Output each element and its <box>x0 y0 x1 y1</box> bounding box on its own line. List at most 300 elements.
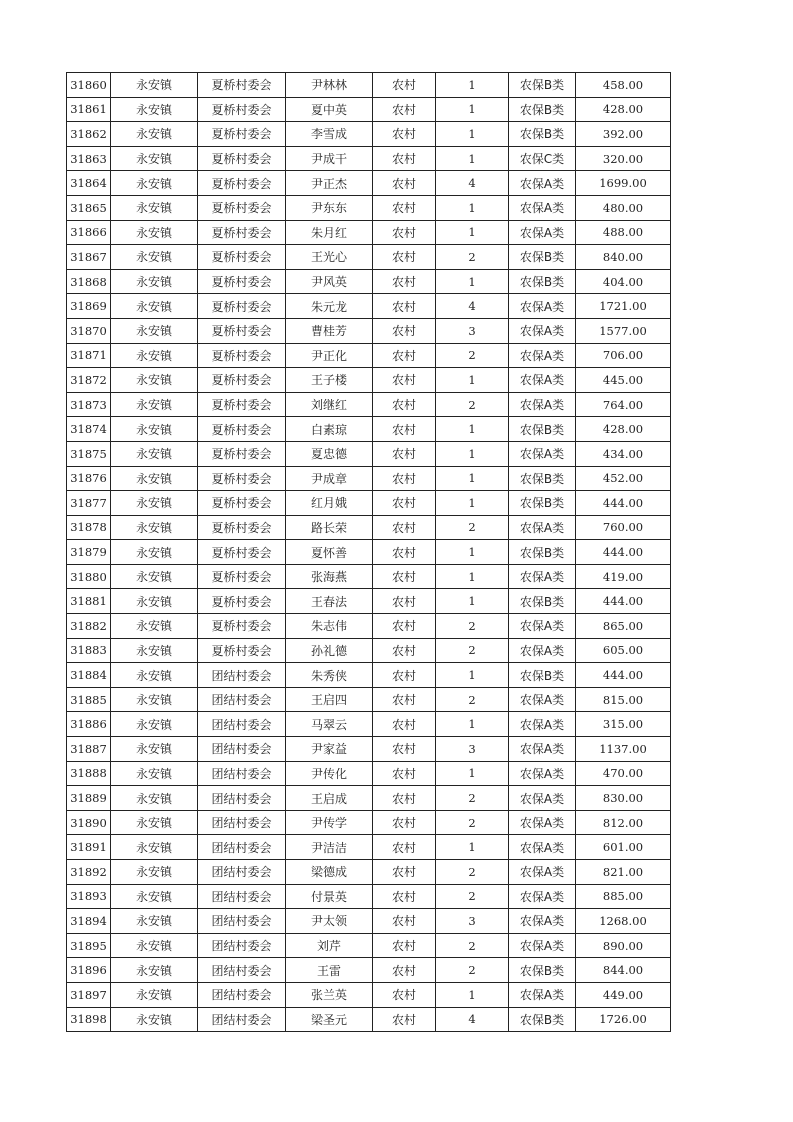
village-committee-cell: 夏桥村委会 <box>198 491 286 516</box>
table-row <box>67 835 671 860</box>
table-row <box>67 638 671 663</box>
village-committee-cell: 夏桥村委会 <box>198 515 286 540</box>
area-type-cell: 农村 <box>373 73 436 98</box>
person-name-cell: 尹东东 <box>286 195 373 220</box>
amount-cell: 444.00 <box>576 663 671 688</box>
person-name-cell: 梁德成 <box>286 860 373 885</box>
area-type-cell: 农村 <box>373 564 436 589</box>
record-id-cell: 31897 <box>67 982 111 1007</box>
household-size-cell: 2 <box>436 687 509 712</box>
village-committee-cell: 夏桥村委会 <box>198 614 286 639</box>
village-committee-cell: 夏桥村委会 <box>198 171 286 196</box>
amount-cell: 445.00 <box>576 368 671 393</box>
household-size-cell: 1 <box>436 417 509 442</box>
town-cell: 永安镇 <box>111 909 198 934</box>
household-size-cell: 4 <box>436 171 509 196</box>
town-cell: 永安镇 <box>111 638 198 663</box>
table-row <box>67 786 671 811</box>
table-row <box>67 195 671 220</box>
household-size-cell: 1 <box>436 982 509 1007</box>
village-committee-cell: 团结村委会 <box>198 982 286 1007</box>
town-cell: 永安镇 <box>111 737 198 762</box>
record-id-cell: 31861 <box>67 97 111 122</box>
town-cell: 永安镇 <box>111 97 198 122</box>
person-name-cell: 朱月红 <box>286 220 373 245</box>
table-row <box>67 589 671 614</box>
record-id-cell: 31873 <box>67 392 111 417</box>
area-type-cell: 农村 <box>373 540 436 565</box>
household-size-cell: 3 <box>436 318 509 343</box>
record-id-cell: 31880 <box>67 564 111 589</box>
area-type-cell: 农村 <box>373 982 436 1007</box>
insurance-category-cell: 农保B类 <box>509 540 576 565</box>
insurance-category-cell: 农保A类 <box>509 712 576 737</box>
record-id-cell: 31874 <box>67 417 111 442</box>
table-row <box>67 171 671 196</box>
area-type-cell: 农村 <box>373 810 436 835</box>
village-committee-cell: 团结村委会 <box>198 1007 286 1032</box>
person-name-cell: 尹洁洁 <box>286 835 373 860</box>
amount-cell: 830.00 <box>576 786 671 811</box>
village-committee-cell: 夏桥村委会 <box>198 368 286 393</box>
record-id-cell: 31871 <box>67 343 111 368</box>
area-type-cell: 农村 <box>373 614 436 639</box>
area-type-cell: 农村 <box>373 761 436 786</box>
area-type-cell: 农村 <box>373 417 436 442</box>
person-name-cell: 朱志伟 <box>286 614 373 639</box>
insurance-category-cell: 农保A类 <box>509 982 576 1007</box>
record-id-cell: 31887 <box>67 737 111 762</box>
area-type-cell: 农村 <box>373 171 436 196</box>
town-cell: 永安镇 <box>111 269 198 294</box>
town-cell: 永安镇 <box>111 122 198 147</box>
household-size-cell: 2 <box>436 515 509 540</box>
amount-cell: 601.00 <box>576 835 671 860</box>
household-size-cell: 1 <box>436 122 509 147</box>
amount-cell: 815.00 <box>576 687 671 712</box>
town-cell: 永安镇 <box>111 171 198 196</box>
town-cell: 永安镇 <box>111 294 198 319</box>
town-cell: 永安镇 <box>111 368 198 393</box>
area-type-cell: 农村 <box>373 835 436 860</box>
table-row <box>67 761 671 786</box>
amount-cell: 444.00 <box>576 491 671 516</box>
record-id-cell: 31884 <box>67 663 111 688</box>
table-row <box>67 614 671 639</box>
household-size-cell: 1 <box>436 491 509 516</box>
village-committee-cell: 夏桥村委会 <box>198 392 286 417</box>
area-type-cell: 农村 <box>373 466 436 491</box>
amount-cell: 844.00 <box>576 958 671 983</box>
amount-cell: 488.00 <box>576 220 671 245</box>
record-id-cell: 31891 <box>67 835 111 860</box>
area-type-cell: 农村 <box>373 294 436 319</box>
record-id-cell: 31882 <box>67 614 111 639</box>
amount-cell: 706.00 <box>576 343 671 368</box>
area-type-cell: 农村 <box>373 663 436 688</box>
household-size-cell: 1 <box>436 269 509 294</box>
person-name-cell: 尹正化 <box>286 343 373 368</box>
area-type-cell: 农村 <box>373 1007 436 1032</box>
area-type-cell: 农村 <box>373 146 436 171</box>
village-committee-cell: 夏桥村委会 <box>198 638 286 663</box>
amount-cell: 428.00 <box>576 97 671 122</box>
table-row <box>67 269 671 294</box>
person-name-cell: 尹家益 <box>286 737 373 762</box>
amount-cell: 1721.00 <box>576 294 671 319</box>
village-committee-cell: 夏桥村委会 <box>198 245 286 270</box>
amount-cell: 840.00 <box>576 245 671 270</box>
amount-cell: 419.00 <box>576 564 671 589</box>
insurance-category-cell: 农保B类 <box>509 663 576 688</box>
table-row <box>67 810 671 835</box>
insurance-category-cell: 农保B类 <box>509 97 576 122</box>
amount-cell: 1577.00 <box>576 318 671 343</box>
person-name-cell: 尹传学 <box>286 810 373 835</box>
village-committee-cell: 夏桥村委会 <box>198 122 286 147</box>
amount-cell: 449.00 <box>576 982 671 1007</box>
amount-cell: 434.00 <box>576 441 671 466</box>
person-name-cell: 尹成章 <box>286 466 373 491</box>
village-committee-cell: 团结村委会 <box>198 810 286 835</box>
area-type-cell: 农村 <box>373 97 436 122</box>
records-table <box>66 72 671 1032</box>
area-type-cell: 农村 <box>373 884 436 909</box>
area-type-cell: 农村 <box>373 245 436 270</box>
insurance-category-cell: 农保B类 <box>509 73 576 98</box>
town-cell: 永安镇 <box>111 392 198 417</box>
insurance-category-cell: 农保A类 <box>509 441 576 466</box>
town-cell: 永安镇 <box>111 73 198 98</box>
area-type-cell: 农村 <box>373 343 436 368</box>
insurance-category-cell: 农保A类 <box>509 564 576 589</box>
area-type-cell: 农村 <box>373 958 436 983</box>
village-committee-cell: 团结村委会 <box>198 835 286 860</box>
household-size-cell: 1 <box>436 146 509 171</box>
household-size-cell: 1 <box>436 761 509 786</box>
household-size-cell: 2 <box>436 884 509 909</box>
table-row <box>67 564 671 589</box>
town-cell: 永安镇 <box>111 712 198 737</box>
insurance-category-cell: 农保B类 <box>509 589 576 614</box>
amount-cell: 812.00 <box>576 810 671 835</box>
person-name-cell: 李雪成 <box>286 122 373 147</box>
table-row <box>67 392 671 417</box>
person-name-cell: 王启成 <box>286 786 373 811</box>
table-row <box>67 737 671 762</box>
household-size-cell: 1 <box>436 220 509 245</box>
record-id-cell: 31879 <box>67 540 111 565</box>
record-id-cell: 31889 <box>67 786 111 811</box>
town-cell: 永安镇 <box>111 146 198 171</box>
town-cell: 永安镇 <box>111 466 198 491</box>
table-row <box>67 73 671 98</box>
area-type-cell: 农村 <box>373 122 436 147</box>
insurance-category-cell: 农保A类 <box>509 687 576 712</box>
town-cell: 永安镇 <box>111 884 198 909</box>
town-cell: 永安镇 <box>111 958 198 983</box>
person-name-cell: 刘芹 <box>286 933 373 958</box>
village-committee-cell: 夏桥村委会 <box>198 294 286 319</box>
person-name-cell: 夏怀善 <box>286 540 373 565</box>
record-id-cell: 31877 <box>67 491 111 516</box>
record-id-cell: 31894 <box>67 909 111 934</box>
town-cell: 永安镇 <box>111 441 198 466</box>
town-cell: 永安镇 <box>111 761 198 786</box>
insurance-category-cell: 农保A类 <box>509 392 576 417</box>
person-name-cell: 孙礼德 <box>286 638 373 663</box>
household-size-cell: 1 <box>436 564 509 589</box>
record-id-cell: 31886 <box>67 712 111 737</box>
person-name-cell: 张兰英 <box>286 982 373 1007</box>
amount-cell: 1726.00 <box>576 1007 671 1032</box>
record-id-cell: 31865 <box>67 195 111 220</box>
village-committee-cell: 团结村委会 <box>198 712 286 737</box>
area-type-cell: 农村 <box>373 687 436 712</box>
person-name-cell: 曹桂芳 <box>286 318 373 343</box>
town-cell: 永安镇 <box>111 687 198 712</box>
amount-cell: 452.00 <box>576 466 671 491</box>
household-size-cell: 2 <box>436 933 509 958</box>
table-row <box>67 220 671 245</box>
area-type-cell: 农村 <box>373 515 436 540</box>
record-id-cell: 31896 <box>67 958 111 983</box>
town-cell: 永安镇 <box>111 417 198 442</box>
person-name-cell: 马翠云 <box>286 712 373 737</box>
person-name-cell: 刘继红 <box>286 392 373 417</box>
household-size-cell: 1 <box>436 73 509 98</box>
area-type-cell: 农村 <box>373 368 436 393</box>
household-size-cell: 1 <box>436 441 509 466</box>
amount-cell: 320.00 <box>576 146 671 171</box>
amount-cell: 890.00 <box>576 933 671 958</box>
person-name-cell: 王春法 <box>286 589 373 614</box>
record-id-cell: 31866 <box>67 220 111 245</box>
village-committee-cell: 团结村委会 <box>198 687 286 712</box>
table-row <box>67 245 671 270</box>
amount-cell: 404.00 <box>576 269 671 294</box>
village-committee-cell: 团结村委会 <box>198 786 286 811</box>
record-id-cell: 31870 <box>67 318 111 343</box>
insurance-category-cell: 农保A类 <box>509 220 576 245</box>
table-row <box>67 146 671 171</box>
village-committee-cell: 夏桥村委会 <box>198 195 286 220</box>
village-committee-cell: 夏桥村委会 <box>198 441 286 466</box>
insurance-category-cell: 农保A类 <box>509 343 576 368</box>
household-size-cell: 3 <box>436 909 509 934</box>
person-name-cell: 尹太领 <box>286 909 373 934</box>
person-name-cell: 红月娥 <box>286 491 373 516</box>
household-size-cell: 1 <box>436 368 509 393</box>
town-cell: 永安镇 <box>111 835 198 860</box>
table-row <box>67 982 671 1007</box>
village-committee-cell: 夏桥村委会 <box>198 540 286 565</box>
insurance-category-cell: 农保A类 <box>509 368 576 393</box>
household-size-cell: 1 <box>436 712 509 737</box>
record-id-cell: 31875 <box>67 441 111 466</box>
record-id-cell: 31895 <box>67 933 111 958</box>
village-committee-cell: 夏桥村委会 <box>198 73 286 98</box>
insurance-category-cell: 农保C类 <box>509 146 576 171</box>
town-cell: 永安镇 <box>111 589 198 614</box>
insurance-category-cell: 农保A类 <box>509 195 576 220</box>
area-type-cell: 农村 <box>373 909 436 934</box>
household-size-cell: 2 <box>436 343 509 368</box>
amount-cell: 764.00 <box>576 392 671 417</box>
record-id-cell: 31892 <box>67 860 111 885</box>
amount-cell: 865.00 <box>576 614 671 639</box>
amount-cell: 1137.00 <box>576 737 671 762</box>
area-type-cell: 农村 <box>373 318 436 343</box>
table-row <box>67 958 671 983</box>
amount-cell: 821.00 <box>576 860 671 885</box>
table-row <box>67 122 671 147</box>
household-size-cell: 1 <box>436 663 509 688</box>
amount-cell: 1699.00 <box>576 171 671 196</box>
amount-cell: 444.00 <box>576 540 671 565</box>
insurance-category-cell: 农保A类 <box>509 810 576 835</box>
record-id-cell: 31872 <box>67 368 111 393</box>
record-id-cell: 31898 <box>67 1007 111 1032</box>
insurance-category-cell: 农保A类 <box>509 737 576 762</box>
amount-cell: 458.00 <box>576 73 671 98</box>
village-committee-cell: 夏桥村委会 <box>198 343 286 368</box>
village-committee-cell: 夏桥村委会 <box>198 589 286 614</box>
village-committee-cell: 团结村委会 <box>198 884 286 909</box>
person-name-cell: 王子楼 <box>286 368 373 393</box>
insurance-category-cell: 农保A类 <box>509 884 576 909</box>
insurance-category-cell: 农保B类 <box>509 1007 576 1032</box>
household-size-cell: 2 <box>436 392 509 417</box>
record-id-cell: 31864 <box>67 171 111 196</box>
town-cell: 永安镇 <box>111 1007 198 1032</box>
amount-cell: 428.00 <box>576 417 671 442</box>
record-id-cell: 31885 <box>67 687 111 712</box>
village-committee-cell: 团结村委会 <box>198 860 286 885</box>
amount-cell: 392.00 <box>576 122 671 147</box>
village-committee-cell: 团结村委会 <box>198 958 286 983</box>
village-committee-cell: 团结村委会 <box>198 663 286 688</box>
area-type-cell: 农村 <box>373 737 436 762</box>
area-type-cell: 农村 <box>373 269 436 294</box>
insurance-category-cell: 农保A类 <box>509 294 576 319</box>
town-cell: 永安镇 <box>111 220 198 245</box>
household-size-cell: 2 <box>436 245 509 270</box>
village-committee-cell: 团结村委会 <box>198 761 286 786</box>
insurance-category-cell: 农保B类 <box>509 417 576 442</box>
record-id-cell: 31890 <box>67 810 111 835</box>
area-type-cell: 农村 <box>373 638 436 663</box>
table-row <box>67 1007 671 1032</box>
person-name-cell: 尹林林 <box>286 73 373 98</box>
village-committee-cell: 夏桥村委会 <box>198 220 286 245</box>
village-committee-cell: 团结村委会 <box>198 737 286 762</box>
amount-cell: 444.00 <box>576 589 671 614</box>
town-cell: 永安镇 <box>111 614 198 639</box>
town-cell: 永安镇 <box>111 540 198 565</box>
table-row <box>67 294 671 319</box>
household-size-cell: 2 <box>436 638 509 663</box>
amount-cell: 470.00 <box>576 761 671 786</box>
person-name-cell: 付景英 <box>286 884 373 909</box>
amount-cell: 480.00 <box>576 195 671 220</box>
household-size-cell: 1 <box>436 195 509 220</box>
village-committee-cell: 夏桥村委会 <box>198 318 286 343</box>
town-cell: 永安镇 <box>111 663 198 688</box>
person-name-cell: 路长荣 <box>286 515 373 540</box>
record-id-cell: 31869 <box>67 294 111 319</box>
town-cell: 永安镇 <box>111 318 198 343</box>
insurance-category-cell: 农保A类 <box>509 515 576 540</box>
record-id-cell: 31868 <box>67 269 111 294</box>
record-id-cell: 31862 <box>67 122 111 147</box>
table-row <box>67 466 671 491</box>
table-row <box>67 491 671 516</box>
person-name-cell: 尹成干 <box>286 146 373 171</box>
insurance-category-cell: 农保A类 <box>509 786 576 811</box>
table-row <box>67 860 671 885</box>
area-type-cell: 农村 <box>373 712 436 737</box>
table-row <box>67 97 671 122</box>
village-committee-cell: 夏桥村委会 <box>198 466 286 491</box>
insurance-category-cell: 农保B类 <box>509 122 576 147</box>
insurance-category-cell: 农保B类 <box>509 958 576 983</box>
household-size-cell: 4 <box>436 1007 509 1032</box>
town-cell: 永安镇 <box>111 491 198 516</box>
town-cell: 永安镇 <box>111 982 198 1007</box>
household-size-cell: 1 <box>436 466 509 491</box>
person-name-cell: 夏忠德 <box>286 441 373 466</box>
household-size-cell: 1 <box>436 589 509 614</box>
table-row <box>67 663 671 688</box>
person-name-cell: 张海燕 <box>286 564 373 589</box>
insurance-category-cell: 农保A类 <box>509 614 576 639</box>
person-name-cell: 王雷 <box>286 958 373 983</box>
town-cell: 永安镇 <box>111 195 198 220</box>
area-type-cell: 农村 <box>373 195 436 220</box>
insurance-category-cell: 农保A类 <box>509 909 576 934</box>
household-size-cell: 2 <box>436 958 509 983</box>
town-cell: 永安镇 <box>111 860 198 885</box>
town-cell: 永安镇 <box>111 786 198 811</box>
village-committee-cell: 夏桥村委会 <box>198 146 286 171</box>
area-type-cell: 农村 <box>373 220 436 245</box>
household-size-cell: 2 <box>436 614 509 639</box>
village-committee-cell: 夏桥村委会 <box>198 269 286 294</box>
record-id-cell: 31876 <box>67 466 111 491</box>
person-name-cell: 尹传化 <box>286 761 373 786</box>
table-row <box>67 687 671 712</box>
record-id-cell: 31878 <box>67 515 111 540</box>
household-size-cell: 1 <box>436 540 509 565</box>
household-size-cell: 4 <box>436 294 509 319</box>
village-committee-cell: 夏桥村委会 <box>198 564 286 589</box>
village-committee-cell: 团结村委会 <box>198 933 286 958</box>
area-type-cell: 农村 <box>373 860 436 885</box>
insurance-category-cell: 农保B类 <box>509 269 576 294</box>
record-id-cell: 31888 <box>67 761 111 786</box>
area-type-cell: 农村 <box>373 933 436 958</box>
village-committee-cell: 夏桥村委会 <box>198 417 286 442</box>
record-id-cell: 31863 <box>67 146 111 171</box>
household-size-cell: 3 <box>436 737 509 762</box>
area-type-cell: 农村 <box>373 392 436 417</box>
town-cell: 永安镇 <box>111 515 198 540</box>
record-id-cell: 31867 <box>67 245 111 270</box>
table-row <box>67 515 671 540</box>
town-cell: 永安镇 <box>111 810 198 835</box>
person-name-cell: 尹正杰 <box>286 171 373 196</box>
